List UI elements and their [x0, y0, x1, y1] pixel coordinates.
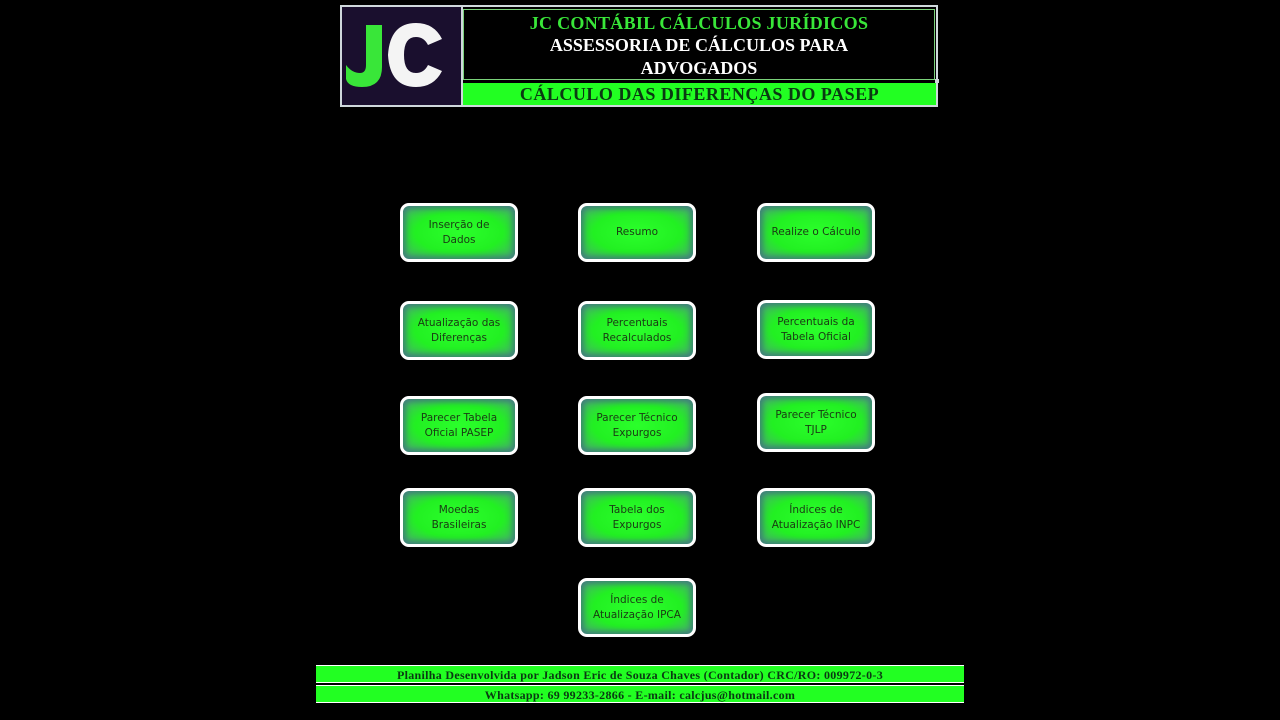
atualizacao-diferencas-button[interactable]: Atualização das Diferenças	[400, 301, 518, 360]
tabela-expurgos-button[interactable]: Tabela dos Expurgos	[578, 488, 696, 547]
footer-credit: Planilha Desenvolvida por Jadson Eric de Souza Chaves (Contador) CRC/RO: 009972-0-3	[316, 665, 964, 683]
jc-logo-icon	[342, 7, 461, 105]
parecer-tabela-oficial-button[interactable]: Parecer Tabela Oficial PASEP	[400, 396, 518, 455]
footer-contact: Whatsapp: 69 99233-2866 - E-mail: calcjus@hotmail.com	[316, 685, 964, 703]
insercao-dados-button[interactable]: Inserção de Dados	[400, 203, 518, 262]
parecer-tecnico-tjlp-button[interactable]: Parecer Técnico TJLP	[757, 393, 875, 452]
header-banner	[340, 5, 938, 107]
percentuais-tabela-oficial-button[interactable]: Percentuais da Tabela Oficial	[757, 300, 875, 359]
title-box	[463, 9, 935, 80]
parecer-tecnico-expurgos-button[interactable]: Parecer Técnico Expurgos	[578, 396, 696, 455]
indices-inpc-button[interactable]: Índices de Atualização INPC	[757, 488, 875, 547]
page-title: CÁLCULO DAS DIFERENÇAS DO PASEP	[463, 83, 936, 105]
jc-logo	[342, 7, 463, 105]
realize-calculo-button[interactable]: Realize o Cálculo	[757, 203, 875, 262]
company-tagline: ASSESSORIA DE CÁLCULOS PARA ADVOGADOS	[549, 35, 849, 78]
resumo-button[interactable]: Resumo	[578, 203, 696, 262]
moedas-brasileiras-button[interactable]: Moedas Brasileiras	[400, 488, 518, 547]
percentuais-recalculados-button[interactable]: Percentuais Recalculados	[578, 301, 696, 360]
company-name: JC CONTÁBIL CÁLCULOS JURÍDICOS	[529, 13, 869, 33]
indices-ipca-button[interactable]: Índices de Atualização IPCA	[578, 578, 696, 637]
